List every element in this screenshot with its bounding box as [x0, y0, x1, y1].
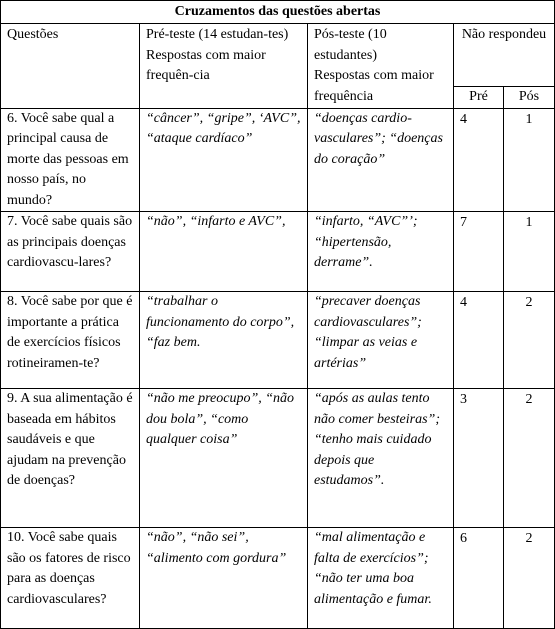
no-answer-post-cell: 1 — [504, 108, 555, 212]
no-answer-pre-cell: 4 — [454, 108, 504, 212]
pre-answer-cell: “não”, “não sei”, “alimento com gordura” — [140, 528, 308, 629]
question-cell: 9. A sua alimentação é baseada em hábitos saudáveis e que ajudam na prevenção de doenças? — [1, 389, 140, 528]
question-cell: 7. Você sabe quais são as principais doenças cardiovascu-lares? — [1, 212, 140, 292]
pre-answer-cell: “trabalhar o funcionamento do corpo”, “faz bem. — [140, 292, 308, 389]
header-post-test-label: Pós-teste (10 estudantes) — [314, 27, 387, 63]
header-pre-test-label: Pré-teste (14 estudan-tes) — [146, 27, 289, 42]
title-row — [1, 1, 555, 24]
header-pre-test — [140, 24, 308, 109]
header-row — [1, 24, 555, 87]
header-no-answer — [454, 24, 555, 87]
post-answer-cell: “mal alimentação e falta de exercícios”; “não ter uma boa alimentação e fumar. — [308, 528, 454, 629]
header-post-test — [308, 24, 454, 109]
table-title: Cruzamentos das questões abertas — [1, 1, 555, 24]
question-cell: 10. Você sabe quais são os fatores de risco para as doenças cardiovasculares? — [1, 528, 140, 629]
no-answer-post-cell: 2 — [504, 528, 555, 629]
post-answer-cell: “doenças cardio-vasculares”; “doenças do coração” — [308, 108, 454, 212]
post-answer-cell: “precaver doenças cardiovasculares”; “limpar as veias e artérias” — [308, 292, 454, 389]
header-no-answer-label: Não respondeu — [461, 27, 547, 42]
post-answer-cell: “após as aulas tento não comer besteiras”; “tenho mais cuidado depois que estudamos”. — [308, 389, 454, 528]
no-answer-pre-cell: 4 — [454, 292, 504, 389]
pre-answer-cell: “câncer”, “gripe”, ‘AVC”, “ataque cardíaco” — [140, 108, 308, 212]
no-answer-pre-cell: 3 — [454, 389, 504, 528]
header-questions-label: Questões — [7, 27, 59, 42]
header-no-answer-pre: Pré — [454, 87, 504, 109]
pre-answer-cell: “não me preocupo”, “não dou bola”, “como qualquer coisa” — [140, 389, 308, 528]
no-answer-pre-cell: 6 — [454, 528, 504, 629]
table-row — [1, 389, 555, 528]
question-cell: 8. Você sabe por que é importante a prática de exercícios físicos rotineiramen-te? — [1, 292, 140, 389]
table-row — [1, 212, 555, 292]
header-questions — [1, 24, 140, 109]
no-answer-post-cell: 2 — [504, 389, 555, 528]
header-no-answer-post: Pós — [504, 87, 555, 109]
table-row — [1, 108, 555, 212]
post-answer-cell: “infarto, “AVC”’; “hipertensão, derrame”. — [308, 212, 454, 292]
table-row — [1, 292, 555, 389]
no-answer-pre-cell: 7 — [454, 212, 504, 292]
table-row — [1, 528, 555, 629]
no-answer-post-cell: 1 — [504, 212, 555, 292]
header-pre-test-sub: Respostas com maior frequên-cia — [146, 47, 266, 83]
header-post-test-sub: Respostas com maior frequência — [314, 68, 434, 104]
question-cell: 6. Você sabe qual a principal causa de morte das pessoas em nosso país, no mundo? — [1, 108, 140, 212]
no-answer-post-cell: 2 — [504, 292, 555, 389]
pre-answer-cell: “não”, “infarto e AVC”, — [140, 212, 308, 292]
